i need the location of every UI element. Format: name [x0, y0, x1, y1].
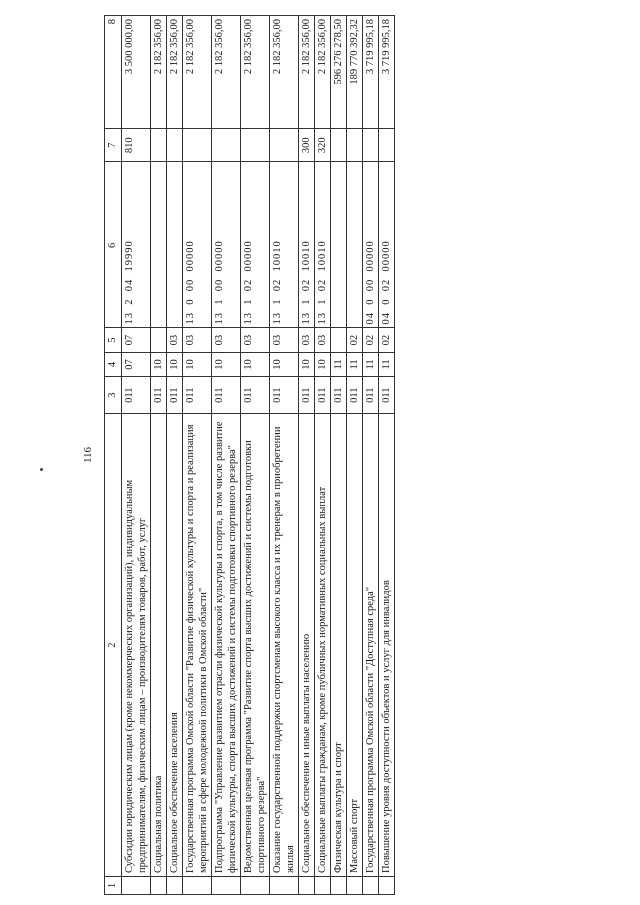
- table-row: [347, 16, 363, 895]
- table-cell-c5: 02: [363, 328, 379, 352]
- header-cell-3: 3: [105, 377, 122, 414]
- table-cell-c2: Оказание государственной поддержки спортсменам высокого класса и их тренерам в приобретении жилья: [270, 414, 299, 877]
- table-cell-c8: 2 182 356,00: [270, 16, 299, 129]
- table-cell-c6: 13 1 00 00000: [212, 162, 241, 328]
- table-cell-c1: [167, 877, 183, 895]
- table-cell-c7: [183, 129, 212, 162]
- table-cell-c3: 011: [331, 377, 347, 414]
- table-cell-c8: 2 182 356,00: [167, 16, 183, 129]
- table-cell-c1: [241, 877, 270, 895]
- table-cell-c8: 3 719 995,18: [379, 16, 395, 129]
- table-row: [167, 16, 183, 895]
- header-row: [105, 16, 122, 895]
- table-cell-c6: 04 0 00 00000: [363, 162, 379, 328]
- table-cell-c8: 2 182 356,00: [212, 16, 241, 129]
- table-cell-c8: 2 182 356,00: [183, 16, 212, 129]
- header-cell-8: 8: [105, 16, 122, 129]
- table-cell-c3: 011: [379, 377, 395, 414]
- table-cell-c1: [379, 877, 395, 895]
- table-cell-c3: 011: [315, 377, 331, 414]
- table-row: [183, 16, 212, 895]
- table-cell-c7: 320: [315, 129, 331, 162]
- table-cell-c8: 2 182 356,00: [151, 16, 167, 129]
- table-row: [299, 16, 315, 895]
- table-cell-c6: 13 2 04 19990: [122, 162, 151, 328]
- table-row: [315, 16, 331, 895]
- table-cell-c1: [315, 877, 331, 895]
- page-number: 116: [82, 446, 94, 464]
- table-cell-c2: Государственная программа Омской области "Доступная среда": [363, 414, 379, 877]
- table-cell-c4: 07: [122, 352, 151, 376]
- table-cell-c4: 10: [299, 352, 315, 376]
- table-cell-c1: [270, 877, 299, 895]
- table-cell-c2: Государственная программа Омской области "Развитие физической культуры и спорта и реализация мероприятий в сфере молодежной политики в Омской области": [183, 414, 212, 877]
- table-cell-c7: [379, 129, 395, 162]
- table-cell-c4: 10: [151, 352, 167, 376]
- table-cell-c5: 03: [212, 328, 241, 352]
- table-cell-c3: 011: [270, 377, 299, 414]
- table-cell-c3: 011: [299, 377, 315, 414]
- table-cell-c5: [331, 328, 347, 352]
- table-cell-c8: 3 500 000,00: [122, 16, 151, 129]
- header-cell-1: 1: [105, 877, 122, 895]
- table-cell-c7: [241, 129, 270, 162]
- table-cell-c6: 13 1 02 10010: [270, 162, 299, 328]
- document-sheet: [78, 5, 638, 905]
- table-cell-c5: 03: [167, 328, 183, 352]
- table-cell-c5: 07: [122, 328, 151, 352]
- table-cell-c7: 810: [122, 129, 151, 162]
- table-cell-c4: 11: [363, 352, 379, 376]
- table-cell-c3: 011: [183, 377, 212, 414]
- table-cell-c8: 596 276 278,50: [331, 16, 347, 129]
- table-cell-c8: 3 719 995,18: [363, 16, 379, 129]
- table-cell-c7: [347, 129, 363, 162]
- table-cell-c3: 011: [363, 377, 379, 414]
- table-cell-c2: Социальные выплаты гражданам, кроме публичных нормативных социальных выплат: [315, 414, 331, 877]
- table-cell-c5: 03: [299, 328, 315, 352]
- table-cell-c7: 300: [299, 129, 315, 162]
- table-cell-c3: 011: [212, 377, 241, 414]
- table-cell-c4: 10: [212, 352, 241, 376]
- table-cell-c5: [151, 328, 167, 352]
- table-cell-c3: 011: [167, 377, 183, 414]
- table-cell-c6: 13 1 02 10010: [315, 162, 331, 328]
- table-cell-c1: [331, 877, 347, 895]
- table-row: [122, 16, 151, 895]
- table-cell-c7: [212, 129, 241, 162]
- header-cell-7: 7: [105, 129, 122, 162]
- header-cell-4: 4: [105, 352, 122, 376]
- table-cell-c7: [151, 129, 167, 162]
- table-cell-c3: 011: [347, 377, 363, 414]
- table-cell-c4: 11: [331, 352, 347, 376]
- budget-table: [104, 15, 395, 895]
- table-cell-c2: Подпрограмма "Управление развитием отрасли физической культуры и спорта, в том числе развитие физической культуры, спорта высших достижений и системы подготовки спортивного резерва": [212, 414, 241, 877]
- table-cell-c2: Социальное обеспечение и иные выплаты населению: [299, 414, 315, 877]
- table-row: [241, 16, 270, 895]
- table-cell-c4: 10: [167, 352, 183, 376]
- header-cell-2: 2: [105, 414, 122, 877]
- table-cell-c2: Ведомственная целевая программа "Развитие спорта высших достижений и системы подготовки спортивного резерва": [241, 414, 270, 877]
- table-row: [212, 16, 241, 895]
- table-cell-c8: 2 182 356,00: [315, 16, 331, 129]
- table-cell-c5: 03: [183, 328, 212, 352]
- table-cell-c5: 03: [241, 328, 270, 352]
- table-cell-c2: Массовый спорт: [347, 414, 363, 877]
- table-cell-c1: [363, 877, 379, 895]
- table-row: [363, 16, 379, 895]
- scan-speck: [40, 468, 43, 471]
- table-cell-c6: 04 0 02 00000: [379, 162, 395, 328]
- header-cell-5: 5: [105, 328, 122, 352]
- table-cell-c6: 13 0 00 00000: [183, 162, 212, 328]
- table-cell-c5: 03: [315, 328, 331, 352]
- table-cell-c5: 03: [270, 328, 299, 352]
- table-cell-c1: [183, 877, 212, 895]
- table-cell-c1: [212, 877, 241, 895]
- table-cell-c7: [331, 129, 347, 162]
- table-cell-c6: [331, 162, 347, 328]
- table-cell-c7: [270, 129, 299, 162]
- table-cell-c2: Социальное обеспечение населения: [167, 414, 183, 877]
- table-cell-c7: [363, 129, 379, 162]
- table-cell-c1: [122, 877, 151, 895]
- table-cell-c4: 10: [241, 352, 270, 376]
- table-cell-c1: [151, 877, 167, 895]
- table-cell-c2: Физическая культура и спорт: [331, 414, 347, 877]
- table-cell-c1: [347, 877, 363, 895]
- table-cell-c2: Социальная политика: [151, 414, 167, 877]
- table-cell-c8: 2 182 356,00: [241, 16, 270, 129]
- table-cell-c5: 02: [379, 328, 395, 352]
- table-cell-c5: 02: [347, 328, 363, 352]
- table-row: [270, 16, 299, 895]
- table-cell-c2: Повышение уровня доступности объектов и услуг для инвалидов: [379, 414, 395, 877]
- table-cell-c3: 011: [241, 377, 270, 414]
- table-row: [379, 16, 395, 895]
- table-cell-c6: 13 1 02 10010: [299, 162, 315, 328]
- header-cell-6: 6: [105, 162, 122, 328]
- table-cell-c4: 10: [270, 352, 299, 376]
- table-cell-c4: 11: [379, 352, 395, 376]
- table-cell-c7: [167, 129, 183, 162]
- table-cell-c4: 11: [347, 352, 363, 376]
- table-cell-c1: [299, 877, 315, 895]
- table-row: [331, 16, 347, 895]
- table-cell-c6: 13 1 02 00000: [241, 162, 270, 328]
- table-cell-c8: 189 770 392,32: [347, 16, 363, 129]
- table-cell-c4: 10: [183, 352, 212, 376]
- table-cell-c2: Субсидии юридическим лицам (кроме некоммерческих организаций), индивидуальным предпринимателям, физическим лицам – производителям товаров, работ, услуг: [122, 414, 151, 877]
- table-cell-c3: 011: [151, 377, 167, 414]
- table-cell-c6: [151, 162, 167, 328]
- table-row: [151, 16, 167, 895]
- table-cell-c6: [167, 162, 183, 328]
- table-cell-c8: 2 182 356,00: [299, 16, 315, 129]
- table-cell-c4: 10: [315, 352, 331, 376]
- table-cell-c6: [347, 162, 363, 328]
- table-cell-c3: 011: [122, 377, 151, 414]
